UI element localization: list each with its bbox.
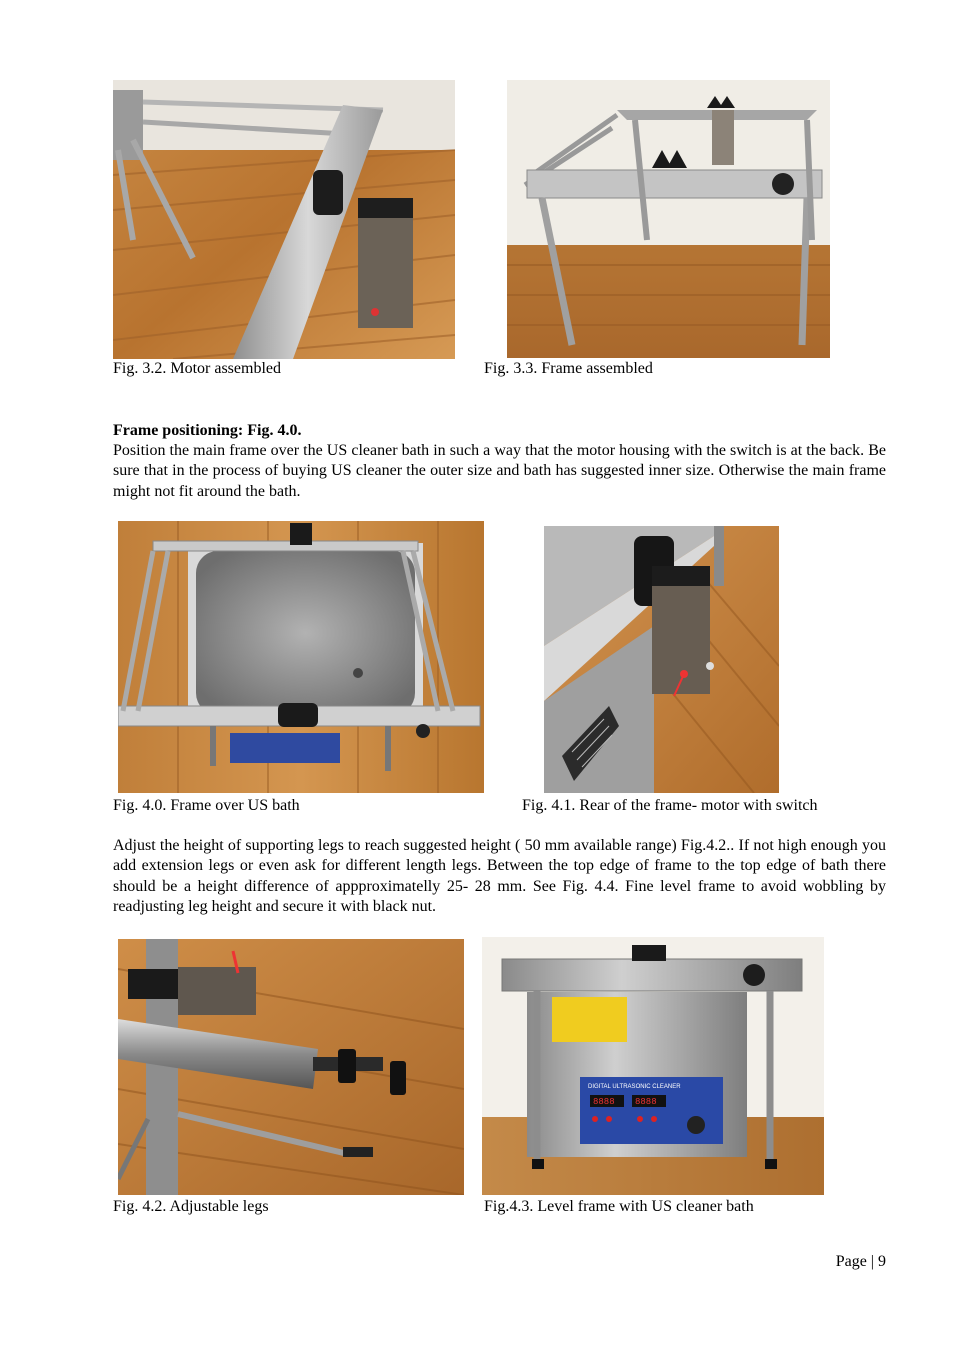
fig-3-3-photo: [507, 80, 830, 358]
fig-3-3-caption: Fig. 3.3. Frame assembled: [484, 360, 653, 377]
fig-4-1-caption: Fig. 4.1. Rear of the frame- motor with switch: [522, 797, 818, 814]
fig-4-0-caption: Fig. 4.0. Frame over US bath: [113, 797, 300, 814]
display-right: 8888: [635, 1097, 657, 1107]
fig-4-1-photo: [544, 526, 779, 793]
page-number: Page | 9: [835, 1253, 886, 1270]
fig-3-2-caption: Fig. 3.2. Motor assembled: [113, 360, 281, 377]
paragraph-frame-positioning: Position the main frame over the US cleaner bath in such a way that the motor housing with the switch is at the back. Be sure that in the process of buying US cleaner the outer size and bath has suggested inner size. Otherwise the main frame might not fit around the bath.: [113, 442, 886, 500]
display-left: 8888: [593, 1097, 615, 1107]
fig-4-0-photo: [118, 521, 484, 793]
fig-3-2-photo: [113, 80, 455, 359]
section-heading: Frame positioning: Fig. 4.0.: [113, 422, 302, 439]
paragraph-adjust-height: Adjust the height of supporting legs to reach suggested height ( 50 mm available range) Fig.4.2.. If not high enough you add extension legs or even ask for different length legs. Between the top edge of frame to the top edge of bath there should be a height difference of appproximatelly 25- 28 mm. See Fig. 4.4. Fine level frame to avoid wobbling by readjusting leg height and secure it with black nut.: [113, 837, 886, 915]
fig-4-3-caption: Fig.4.3. Level frame with US cleaner bath: [484, 1198, 754, 1215]
fig-4-2-photo: [118, 939, 464, 1195]
fig-4-2-caption: Fig. 4.2. Adjustable legs: [113, 1198, 269, 1215]
panel-label: DIGITAL ULTRASONIC CLEANER: [588, 1084, 681, 1090]
fig-4-3-photo: [482, 937, 824, 1195]
